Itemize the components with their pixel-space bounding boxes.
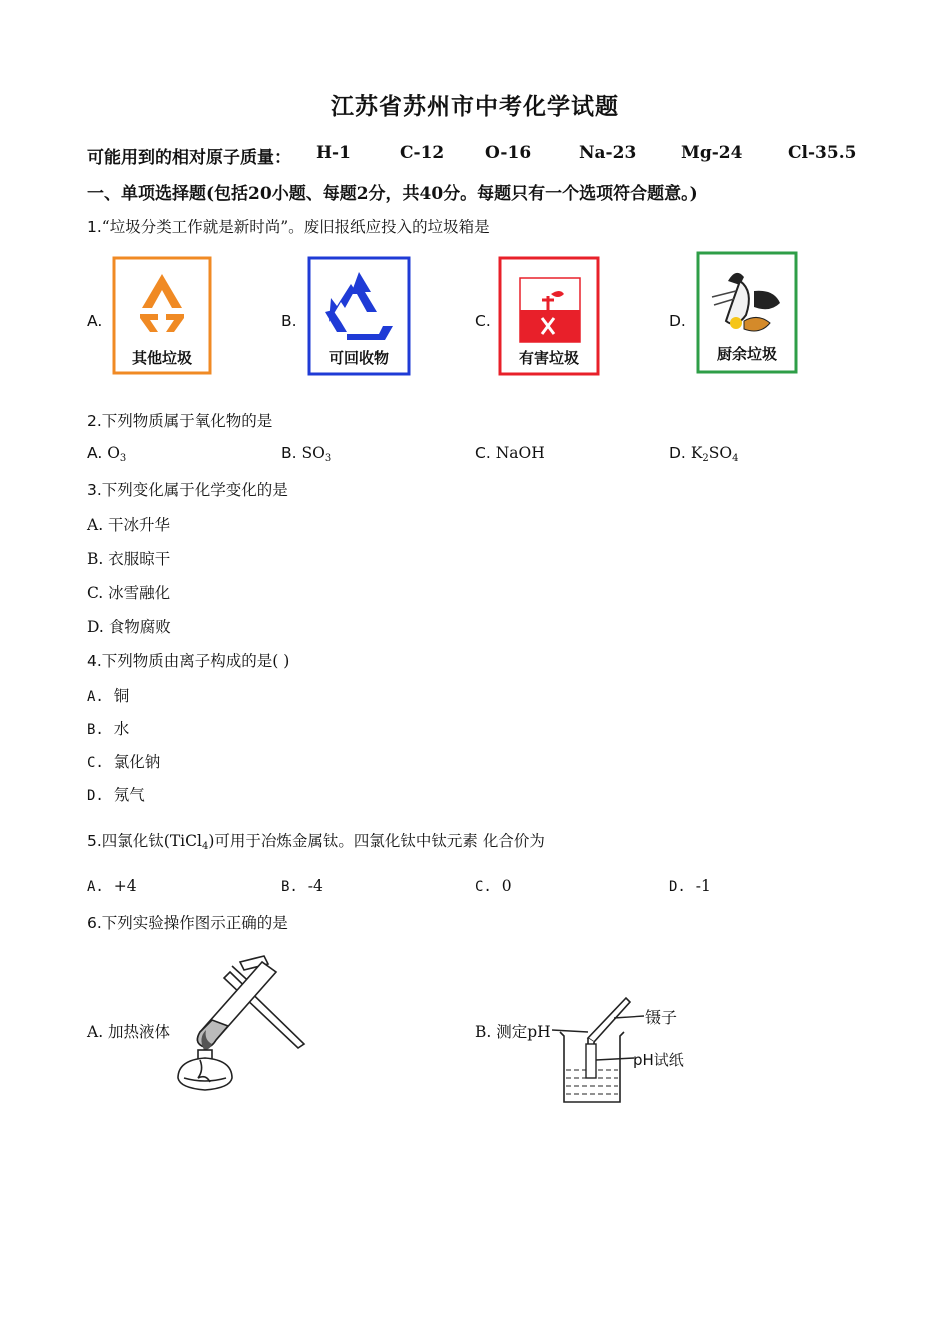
section-heading: 一、单项选择题(包括20小题、每题2分，共40分。每题只有一个选项符合题意。) bbox=[87, 184, 698, 204]
q3-option-c: C. 冰雪融化 bbox=[87, 584, 171, 602]
q3-option-b: B. 衣服晾干 bbox=[87, 550, 171, 568]
question-6 bbox=[87, 911, 288, 933]
atomic-mass-h: H-1 bbox=[316, 143, 351, 163]
recyclable-bin-icon bbox=[307, 256, 411, 377]
q2-option-a: A. $O_3$ bbox=[87, 444, 127, 464]
question-number: 5. bbox=[87, 832, 102, 850]
q4-option-b: B. 水 bbox=[87, 720, 130, 738]
atomic-mass-mg: Mg-24 bbox=[681, 143, 743, 163]
q3-option-a: A. 干冰升华 bbox=[87, 516, 171, 534]
heating-liquid-diagram bbox=[170, 952, 315, 1094]
q2-option-d: D. $K_2SO_4$ bbox=[669, 444, 739, 464]
q5-option-c: C. 0 bbox=[475, 877, 512, 895]
q1-option-d-label: D. bbox=[669, 312, 686, 330]
q5-option-b: B. -4 bbox=[281, 877, 323, 895]
q4-option-c: C. 氯化钠 bbox=[87, 753, 161, 771]
q6-option-b: B. 测定pH bbox=[475, 1023, 551, 1041]
q4-option-a: A. 铜 bbox=[87, 687, 130, 705]
q2-option-c: C. NaOH bbox=[475, 444, 545, 462]
q3-option-d: D. 食物腐败 bbox=[87, 618, 171, 636]
question-number: 4. bbox=[87, 652, 102, 670]
atomic-mass-cl: Cl-35.5 bbox=[788, 143, 857, 163]
question-text: 下列物质属于氧化物的是 bbox=[101, 412, 273, 430]
question-text: 下列物质由离子构成的是( ) bbox=[101, 652, 290, 670]
atomic-masses-label: 可能用到的相对原子质量： bbox=[87, 148, 291, 168]
q5-option-d: D. -1 bbox=[669, 877, 711, 895]
kitchen-waste-bin-icon bbox=[696, 251, 798, 375]
svg-text:其他垃圾: 其他垃圾 bbox=[131, 349, 193, 367]
question-4 bbox=[87, 649, 289, 671]
atomic-mass-c: C-12 bbox=[400, 143, 445, 163]
tweezers-label: 镊子 bbox=[645, 1008, 678, 1027]
question-text: “垃圾分类工作就是新时尚”。废旧报纸应投入的垃圾箱是 bbox=[101, 218, 490, 236]
q4-option-d: D. 氖气 bbox=[87, 786, 145, 804]
other-waste-bin-icon bbox=[112, 256, 212, 376]
question-number: 1. bbox=[87, 218, 102, 236]
hazardous-bin-icon bbox=[498, 256, 600, 377]
atomic-mass-o: O-16 bbox=[485, 143, 532, 163]
q1-option-c-label: C. bbox=[475, 312, 491, 330]
question-1 bbox=[87, 215, 490, 237]
question-number: 6. bbox=[87, 914, 102, 932]
q1-option-a-label: A. bbox=[87, 312, 103, 330]
q6-option-a: A. 加热液体 bbox=[87, 1023, 171, 1041]
svg-text:可回收物: 可回收物 bbox=[328, 349, 390, 367]
question-3 bbox=[87, 478, 288, 500]
question-text: 下列变化属于化学变化的是 bbox=[101, 481, 288, 499]
q1-option-b-label: B. bbox=[281, 312, 297, 330]
svg-text:厨余垃圾: 厨余垃圾 bbox=[716, 345, 778, 363]
question-2 bbox=[87, 409, 272, 431]
svg-text:有害垃圾: 有害垃圾 bbox=[518, 349, 580, 367]
atomic-mass-na: Na-23 bbox=[579, 143, 637, 163]
question-number: 3. bbox=[87, 481, 102, 499]
atomic-masses-line bbox=[87, 143, 867, 168]
question-5: 5.四氯化钛(TiCl$_4$)可用于冶炼金属钛。四氯化钛中钛元素 化合价为 bbox=[87, 832, 545, 852]
question-text: 下列实验操作图示正确的是 bbox=[101, 914, 288, 932]
question-number: 2. bbox=[87, 412, 102, 430]
q5-option-a: A. +4 bbox=[87, 877, 137, 895]
page-title: 江苏省苏州市中考化学试题 bbox=[331, 93, 619, 120]
ph-test-diagram bbox=[552, 994, 692, 1106]
ph-paper-label: pH试纸 bbox=[633, 1051, 684, 1069]
q2-option-b: B. $SO_3$ bbox=[281, 444, 332, 464]
